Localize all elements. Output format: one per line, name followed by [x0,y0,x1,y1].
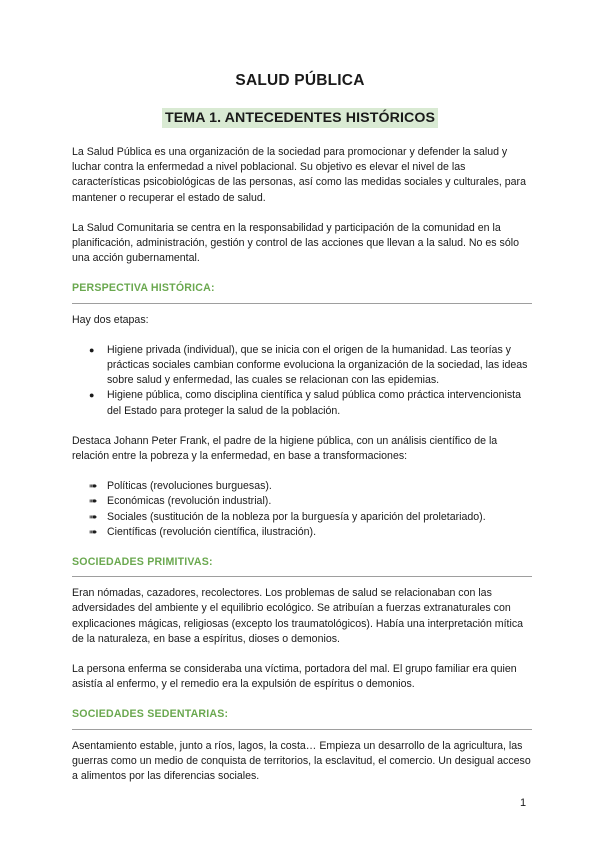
intro-paragraph-2: La Salud Comunitaria se centra en la responsabilidad y participación de la comunidad en la planificación, administración, gestión y control de las acciones que llevan a la salud. No es sólo una acción gubernamental. [72,221,519,265]
arrow-bullet-icon: ➠ [89,481,98,493]
section-heading-primitivas: SOCIEDADES PRIMITIVAS: [72,555,532,577]
list-item-text: Sociales (sustitución de la nobleza por la burguesía y aparición del proletariado). [107,510,486,523]
list-item [72,510,532,525]
page-number: 1 [520,797,527,809]
list-item [72,343,532,389]
dot-bullet-icon: ● [89,344,95,355]
list-item [72,494,532,509]
intro-paragraph-1: La Salud Pública es una organización de la sociedad para promocionar y defender la salud y luchar contra la enfermedad a nivel poblacional. Su objetivo es elevar el nivel de las características psicobiológicas de las personas, así como las medidas sociales y culturales, para mantener o recuperar el estado de salud. [72,146,526,204]
list-item-text: Higiene privada (individual), que se inicia con el origen de la humanidad. Las teorías y prácticas sociales cambian conforme evoluciona la organización de la sociedad, las ideas sobre salud y enfermedad, las cuales se relacionan con las epidemias. [107,343,528,387]
perspectiva-paragraph-2: Destaca Johann Peter Frank, el padre de la higiene pública, con un análisis científico de la relación entre la pobreza y la enfermedad, en base a transformaciones: [72,434,498,463]
document-title: SALUD PÚBLICA [235,72,365,89]
subtitle-container [0,108,600,128]
list-item-text: Políticas (revoluciones burguesas). [107,480,272,493]
list-item [72,388,532,418]
list-item [72,525,532,540]
primitivas-paragraph-2: La persona enferma se consideraba una víctima, portadora del mal. El grupo familiar era quien asistía al enfermo, y el remedio era la expulsión de espíritus o demonios. [72,663,517,691]
section-heading-perspectiva: PERSPECTIVA HISTÓRICA: [72,281,532,303]
dot-bullet-icon: ● [89,390,95,401]
section-heading-sedentarias: SOCIEDADES SEDENTARIAS: [72,707,532,729]
perspectiva-paragraph-1: Hay dos etapas: [72,313,149,326]
list-item-text: Higiene pública, como disciplina científica y salud pública como práctica intervencionista del Estado para proteger la salud de la población. [107,389,521,417]
document-body [72,145,532,799]
list-item-text: Científicas (revolución científica, ilustración). [107,525,317,538]
primitivas-paragraph-1: Eran nómadas, cazadores, recolectores. Los problemas de salud se relacionaban con las adversidades del ambiente y el equilibrio ecológico. Se atribuían a fuerzas extranaturales con explicaciones mágicas, religiosas (excepto los traumatológicos). Había una interpretación mítica de la naturaleza, en base a espíritus, dioses o demonios. [72,587,524,645]
sedentarias-paragraph-1: Asentamiento estable, junto a ríos, lagos, la costa… Empieza un desarrollo de la agricultura, las guerras como un medio de conquista de territorios, la esclavitud, el comercio. Un desigual acceso a alimentos por las diferencias sociales. [72,739,531,783]
transformaciones-list [72,479,532,540]
list-item [72,479,532,494]
arrow-bullet-icon: ➠ [89,496,98,508]
document-subtitle: TEMA 1. ANTECEDENTES HISTÓRICOS [162,108,438,128]
etapas-list [72,343,532,419]
list-item-text: Económicas (revolución industrial). [107,495,272,508]
arrow-bullet-icon: ➠ [89,526,98,538]
arrow-bullet-icon: ➠ [89,511,98,523]
